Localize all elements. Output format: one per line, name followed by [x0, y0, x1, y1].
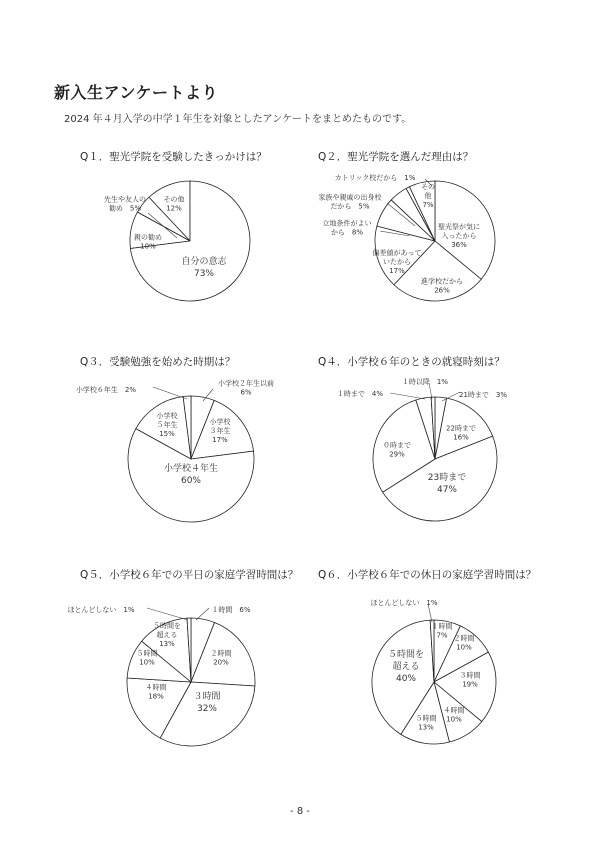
slice-label: ３時間 32%: [193, 692, 221, 714]
chart-title: Q６．小学校６年での休日の家庭学習時間は？: [318, 569, 537, 581]
slice-label: １時以降 1%: [401, 378, 449, 386]
slice-label: 小学校３年生 17%: [209, 418, 231, 444]
page-subtitle: 2024 年４月入学の中学１年生を対象としたアンケートをまとめたものです。: [64, 114, 412, 125]
leader-line: [196, 608, 209, 620]
chart-title: Q２．聖光学院を選んだ理由は？: [318, 151, 474, 163]
page-title: 新入生アンケートより: [54, 83, 219, 102]
slice-label: 小学校６年生 2%: [75, 386, 137, 394]
slice-label: 立地条件がよいから 8%: [322, 219, 372, 237]
slice-label: ５時間 10%: [136, 649, 158, 667]
slice-label: 偏差値があっていたから 17%: [372, 249, 422, 275]
slice-label: ２時間 20%: [210, 649, 232, 667]
leader-line: [390, 393, 425, 399]
slice-label: 22時まで 16%: [446, 424, 476, 442]
slice-label: 小学校５年生 15%: [156, 412, 178, 438]
slice-label: ４時間 18%: [145, 683, 167, 701]
slice-label: 家族や親戚の出身校だから 5%: [318, 193, 382, 211]
slice-label: ５時間を超える 13%: [153, 622, 181, 648]
page-number: - 8 -: [290, 806, 310, 817]
slice-label: １時間 7%: [431, 622, 453, 640]
slice-label: １時間 6%: [211, 606, 251, 614]
chart-q1: [80, 150, 267, 301]
slice-label: 自分の意志 73%: [181, 257, 227, 279]
chart-q4: [318, 355, 507, 521]
slice-label: ３時間 19%: [459, 671, 481, 689]
slice-label: ５時間を超える 40%: [387, 650, 425, 684]
chart-title: Q４．小学校６年のときの就寝時刻は？: [318, 356, 505, 368]
chart-title: Q３．受験勉強を始めた時期は？: [80, 356, 236, 368]
slice-label: 進学校だから 26%: [421, 277, 463, 295]
chart-q3: [76, 355, 274, 522]
slice-label: ５時間 13%: [415, 714, 437, 732]
chart-q6: [318, 568, 536, 744]
chart-title: Q１．聖光学院を受験したきっかけは？: [80, 151, 267, 163]
slice-label: カトリック校だから 1%: [334, 174, 416, 182]
slice-label: １時まで 4%: [336, 390, 384, 398]
slice-label: ほとんどしない 1%: [370, 599, 438, 607]
slice-label: その他 12%: [163, 195, 185, 213]
slice-label: ２時間 10%: [453, 634, 475, 652]
slice-label: 聖光祭が気に入ったから 36%: [438, 223, 480, 249]
chart-title: Q５．小学校６年での平日の家庭学習時間は？: [80, 569, 299, 581]
slice-label: ０時まで 29%: [383, 441, 411, 459]
leader-line: [153, 387, 187, 399]
slice-label: 21時まで 3%: [458, 391, 508, 399]
slice-label: 23時まで 47%: [427, 473, 467, 495]
slice-label: 小学校２年生以前 6%: [218, 379, 274, 397]
slice-label: ほとんどしない 1%: [67, 606, 135, 614]
slice-label: 小学校４年生 60%: [163, 464, 219, 486]
slice-label: ４時間 10%: [443, 706, 465, 724]
chart-q2: [318, 150, 495, 301]
slice-label: 親の勧め 10%: [134, 233, 162, 251]
leader-line: [147, 608, 188, 620]
slice-label: その他 7%: [421, 183, 435, 209]
chart-q5: [67, 568, 298, 746]
slice-label: 先生や友人の勧め 5%: [104, 195, 146, 213]
